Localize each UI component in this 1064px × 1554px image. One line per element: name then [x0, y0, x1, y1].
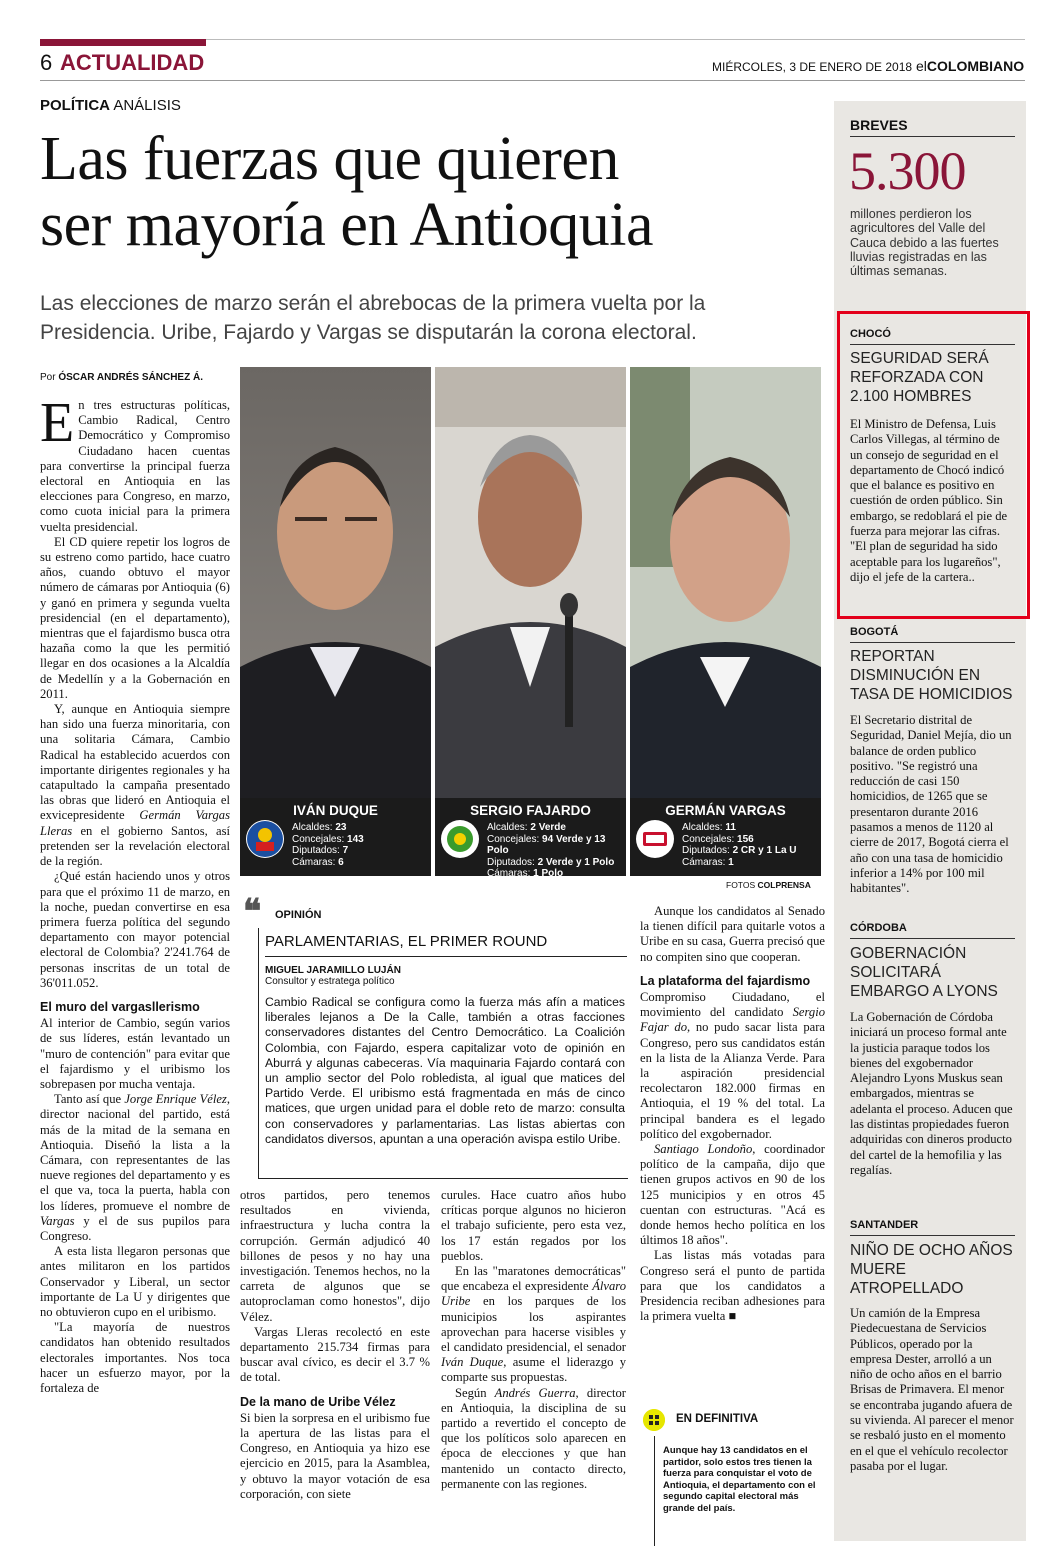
paragraph: A esta lista llegaron personas que antes militaron en los partidos Conservador y Liberal, un sector importante de La U y dirigentes que no obtuvieron cupo en el uribismo.: [40, 1244, 230, 1319]
person-name: Jorge Enrique Vélez: [124, 1092, 227, 1107]
sidebar-rule: [850, 136, 1015, 137]
brand-prefix: el: [916, 58, 927, 74]
text-run: , coordinador político de la campaña, dijo que tienen grupos activos en 90 de los 125 municipios y en otros 45 cuentan con estructuras. "Acá es donde hemos hecho política en los últimos 18 años".: [640, 1142, 825, 1248]
stat-value: 23: [335, 822, 347, 833]
headline-line-2: ser mayoría en Antioquia: [40, 191, 653, 259]
stat-label: Concejales:: [292, 833, 345, 845]
candidate-name: GERMÁN VARGAS: [665, 803, 786, 818]
en-definitiva-text: Aunque hay 13 candidatos en el partidor, solo estos tres tienen la fuerza para conquistar el voto de Antioquia, el departamento con el segundo capital electoral más grande del país.: [663, 1445, 816, 1514]
paragraph: Si bien la sorpresa en el uribismo fue la apertura de las listas para el Congreso, en Antioquia ya hizo ese ejercicio en 2015, para la Asamblea, y obtuvo la mayor votación de esa corporación, con siete: [240, 1410, 430, 1501]
brief-place: CHOCÓ: [850, 328, 891, 340]
issue-date: MIÉRCOLES, 3 DE ENERO DE 2018: [712, 60, 913, 74]
subhead: Las elecciones de marzo serán el abrebocas de la primera vuelta por la Presidencia. Uribe, Fajardo y Vargas se disputarán la corona electoral.: [40, 292, 706, 344]
candidate-stats: [292, 822, 364, 868]
paragraph: [640, 990, 825, 1142]
party-logo-icon: [636, 820, 674, 858]
candidate-stats: [682, 822, 797, 868]
paragraph: [40, 1092, 230, 1244]
party-logo-icon: [246, 820, 284, 858]
stat-label: Diputados:: [487, 856, 535, 868]
portrait-image: [630, 367, 821, 798]
candidate-name: SERGIO FAJARDO: [470, 803, 591, 818]
stat-value: 156: [737, 833, 754, 845]
byline-author: ÓSCAR ANDRÉS SÁNCHEZ Á.: [58, 372, 203, 383]
text-run: Según: [455, 1385, 495, 1400]
sidebar-rule: [850, 938, 1015, 939]
stat-value: 94 Verde y 13 Polo: [487, 833, 606, 856]
brief-title: SEGURIDAD SERÁ REFORZADA CON 2.100 HOMBRES: [850, 350, 989, 405]
stat-value: 7: [342, 845, 349, 856]
paragraph: Vargas Lleras recolectó en este departamento 215.734 firmas para buscar aval cívico, es decir el 3.7 % de total.: [240, 1324, 430, 1385]
paragraph: Las listas más votadas para Congreso será el punto de partida para que los candidatos a Presidencia reciban adhesiones para la primera vuelta ■: [640, 1248, 825, 1324]
opinion-title: PARLAMENTARIAS, EL PRIMER ROUND: [265, 933, 548, 950]
photo-german-vargas: [630, 367, 821, 798]
article-column-4: [640, 904, 825, 1324]
portrait-image: [240, 367, 431, 798]
stat-label: Diputados:: [682, 845, 730, 856]
text-run: Compromiso Ciudadano, el movimiento del candidato: [640, 990, 825, 1020]
article-column-3: [441, 1188, 626, 1492]
paragraph: Aunque los candidatos al Senado la tienen difícil para quitarle votos a Uribe en su casa, Guerra precisó que no compiten sino que cooperan.: [640, 904, 825, 964]
candidate-card-vargas: [630, 798, 821, 876]
sidebar-rule: [850, 642, 1015, 643]
sidebar-rule: [850, 344, 1015, 345]
paragraph: Al interior de Cambio, según varios de sus líderes, están levantado un "muro de contención" para evitar que el fajardismo y el uribismo los sobrepasen por mucha ventaja.: [40, 1016, 230, 1091]
person-name: Andrés Guerra: [494, 1385, 576, 1400]
sidebar-rule: [850, 1235, 1015, 1236]
stat-value: 2 Verde: [530, 822, 566, 833]
stat-label: Alcaldes:: [682, 822, 723, 833]
subheading: La plataforma del fajardismo: [640, 973, 811, 988]
person-name: Iván Duque: [441, 1355, 504, 1370]
text-run: en el gobierno Santos, así pretenden ser la revelación electoral de la región.: [40, 823, 230, 869]
photo-ivan-duque: [240, 367, 431, 798]
brief-place: CÓRDOBA: [850, 922, 907, 934]
breves-big-number: 5.300: [849, 141, 966, 201]
opinion-author: MIGUEL JARAMILLO LUJÁN: [265, 965, 401, 976]
paragraph: El CD quiere repetir los logros de su estreno como partido, hace cuatro años, cuando obtuvo el mayor número de cámaras por Antioquia (6) y ganó en primera y segunda vuelta presidencial (en el departamento), mientras que el fajardismo busca otra hazaña como la que les permitió llegar en dos ocasiones a la Alcaldía de Medellín y a la Gobernación en 2011.: [40, 534, 230, 701]
photo-sergio-fajardo: [435, 367, 626, 798]
puzzle-icon: [643, 1409, 665, 1431]
stat-value: 11: [725, 822, 736, 833]
candidate-stats: [487, 822, 626, 880]
paragraph: [40, 702, 230, 869]
brand-logo: [916, 58, 1024, 74]
en-definitiva-label: EN DEFINITIVA: [676, 1413, 759, 1425]
paragraph: [640, 1142, 825, 1248]
brief-place: BOGOTÁ: [850, 626, 899, 638]
stat-value: 2 Verde y 1 Polo: [537, 856, 615, 868]
person-name: Vargas: [40, 1213, 75, 1228]
paragraph: curules. Hace cuatro años hubo críticas porque algunos no hicieron el trabajo suficiente, pero esta vez, los 17 están regados por los pueblos.: [441, 1188, 626, 1263]
text-run: , director nacional del partido, está más de la mitad de la semana en Antioquia. Diseñó la lista a la Cámara, con representantes de las nueve regiones del departamento y es el que va, toca la puerta, habla con los líderes, promueve el nombre de: [40, 1092, 230, 1213]
section-tab: [40, 39, 206, 46]
stat-label: Cámaras:: [682, 856, 726, 868]
headline-line-1: Las fuerzas que quieren: [40, 125, 619, 193]
stat-label: Alcaldes:: [487, 822, 528, 833]
person-name: Santiago Londoño: [654, 1142, 753, 1157]
brief-body: El Secretario distrital de Seguridad, Daniel Mejía, dio un balance de orden publico positivo. "Se registró una reducción de casi 150 homicidios, de 1265 que se presentaron durante 2016 pasamos a menos de 1120 al cierre de 2017, Bogotá cierra el año con una tasa de homicidio inferior a 14% por 100 mil habitantes".: [850, 713, 1012, 896]
paragraph: "La mayoría de nuestros candidatos han obtenido resultados electorales importantes. Nos toca hacer un esfuerzo mayor, por la fortaleza de: [40, 1320, 230, 1395]
stat-label: Concejales:: [682, 833, 735, 845]
text-run: en los parques de los municipios los aspirantes aprovechan para hacerse visibles y el candidato presidencial, el senador: [441, 1294, 626, 1355]
headline: [40, 126, 820, 258]
dropcap: E: [40, 392, 75, 454]
article-column-1: [40, 392, 230, 1396]
section-title: ACTUALIDAD: [60, 50, 205, 75]
opinion-role: Consultor y estratega político: [265, 976, 395, 987]
portrait-image: [435, 367, 626, 798]
candidate-card-fajardo: [435, 798, 626, 879]
breves-big-caption: millones perdieron los agricultores del Valle del Cauca debido a las fuertes lluvias registradas en las últimas semanas.: [850, 207, 999, 279]
breves-header: BREVES: [850, 117, 908, 133]
page-number: 6: [40, 50, 53, 75]
stat-value: 1: [728, 856, 734, 868]
text-run: Tanto así que: [54, 1092, 125, 1107]
opinion-label: OPINIÓN: [275, 909, 322, 921]
brief-body: La Gobernación de Córdoba iniciará un proceso formal ante la justicia paraque todos los bienes del exgobernador Alejandro Lyons Muskus sean embargados, mientras se adelanta el proceso. Aducen que las distintas propiedades fueron adquiridas con dineros producto del cartel de la hemofilia y las regalías.: [850, 1010, 1013, 1177]
photo-credit: [726, 880, 811, 890]
subheading: El muro del vargasllerismo: [40, 999, 200, 1014]
paragraph: otros partidos, pero tenemos resultados en vivienda, infraestructura y lucha contra la corrupción. Germán adjudicó 40 billones de pesos y no hay una investigación. Tenemos hechos, no la carreta de algunos que se autoproclaman como honestos", dijo Vélez.: [240, 1188, 430, 1324]
byline: [40, 372, 203, 383]
person-name: Álvaro Uribe: [441, 1279, 626, 1309]
stat-label: Alcaldes:: [292, 822, 333, 833]
brief-body: Un camión de la Empresa Piedecuestana de Servicios Públicos, operado por la empresa Dester, arrolló a un niño de ocho años en el barrio Brisas de Primavera. El menor se encontraba jugando afuera de su vivienda. Al parecer el menor se resbaló justo en el momento en el que el vehículo recolector pasaba por el lugar.: [850, 1306, 1014, 1473]
credit-prefix: FOTOS: [726, 880, 756, 890]
stat-label: Cámaras:: [487, 868, 531, 879]
brief-title: GOBERNACIÓN SOLICITARÁ EMBARGO A LYONS: [850, 945, 998, 1000]
quote-icon: ❝: [243, 894, 262, 931]
opinion-body: Cambio Radical se configura como la fuerza más afín a matices liberales lejanos a De la Calle, también a otras facciones conservadores distantes del Centro Democrático. La Coalición Colombia, con Fajardo, espera capitalizar voto de opinión en Aburrá y algunas cabeceras. Vía maquinaria Fajardo contará con un amplio sector del Polo robledista, al igual que matices del Partido Verde. El uribismo está fragmentada en más de cinco matices, que urgen unidad para el doble reto de marzo: consulta con conservadores y parlamentarias. Las listas abiertas con candidatos diversos, apuntan a una operación avispa estilo Uribe.: [265, 995, 625, 1146]
brand-name: COLOMBIANO: [926, 58, 1025, 74]
opinion-rule: [265, 956, 627, 957]
stat-value: 6: [338, 856, 344, 868]
text-run: , asume el liderazgo y comparte sus propuestas.: [441, 1355, 626, 1385]
candidate-name: IVÁN DUQUE: [293, 803, 378, 818]
candidate-card-duque: [240, 798, 431, 876]
brief-body: El Ministro de Defensa, Luis Carlos Villegas, al término de un consejo de seguridad en el departamento de Chocó indicó que el balance es positivo en cuestión de orden público. Sin embargo, se redoblará el pie de fuerza para mejorar las cifras. "El plan de seguridad ha sido aceptable para los lugareños", dijo el jefe de la cartera..: [850, 417, 1008, 584]
paragraph: [441, 1386, 626, 1492]
paragraph: ¿Qué están haciendo unos y otros para que el próximo 11 de marzo, en la noche, puedan convertirse en esa primera fuerza política del segundo departamento con mayor potencial electoral de Colombia? 2'241.764 de personas inscritas de un total de 36'011.052.: [40, 869, 230, 990]
brief-title: NIÑO DE OCHO AÑOS MUERE ATROPELLADO: [850, 1242, 1013, 1297]
person-name: Sergio Fajar do: [640, 1005, 825, 1035]
kicker-topic: POLÍTICA: [40, 97, 110, 114]
party-logo-icon: [441, 820, 479, 858]
stat-label: Cámaras:: [292, 856, 336, 868]
text-run: Y, aunque en Antioquia siempre han sido una fuerza minoritaria, con una solitaria Cámara, Cambio Radical ha establecido acuerdos con importante dirigentes regionales y ha catapultado la campaña presentado las obras que lideró en Antioquia el exvicepresidente: [40, 702, 230, 823]
header-rule: [40, 80, 1025, 81]
stat-value: 1 Polo: [533, 868, 564, 879]
article-column-2: [240, 1188, 430, 1502]
text-run: y el de sus pupilos para Congreso.: [40, 1213, 230, 1243]
paragraph: [40, 392, 230, 535]
byline-prefix: Por: [40, 372, 56, 383]
person-name: Germán Vargas Lleras: [40, 808, 230, 838]
brief-place: SANTANDER: [850, 1219, 919, 1231]
text-run: En las "maratones democráticas" que encabeza el expresidente: [441, 1264, 626, 1294]
stat-value: 143: [347, 833, 364, 845]
kicker: [40, 97, 181, 114]
subheading: De la mano de Uribe Vélez: [240, 1394, 396, 1409]
paragraph-text: n tres estructuras políticas, Cambio Radical, Centro Democrático y Compromiso Ciudadano hacen cuentas para convertirse la principal fuerza electoral en Antioquia en las elecciones para Congreso, en marzo, como cuota inicial para la primera vuelta presidencial.: [40, 398, 230, 534]
brief-title: REPORTAN DISMINUCIÓN EN TASA DE HOMICIDIOS: [850, 648, 1013, 703]
text-run: , no pudo sacar lista para Congreso, pero sus candidatos están en la lista de la Alianza Verde. Para la aspiración presidencial recolectaron 182.000 firmas en Antioquia, el 19 % del total. La principal bandera es el legado político del exgobernador.: [640, 1020, 825, 1141]
text-run: , director en Antioquia, la disciplina de su partido a revertido el concepto de que los políticos solo aparecen en época de elecciones y que han mantenido un contacto directo, permanente con las regiones.: [441, 1385, 626, 1491]
stat-value: 2 CR y 1 La U: [732, 845, 797, 856]
paragraph: [441, 1264, 626, 1386]
stat-label: Concejales:: [487, 833, 540, 845]
credit-source: COLPRENSA: [757, 880, 811, 890]
kicker-type: ANÁLISIS: [113, 97, 181, 114]
stat-label: Diputados:: [292, 845, 340, 856]
